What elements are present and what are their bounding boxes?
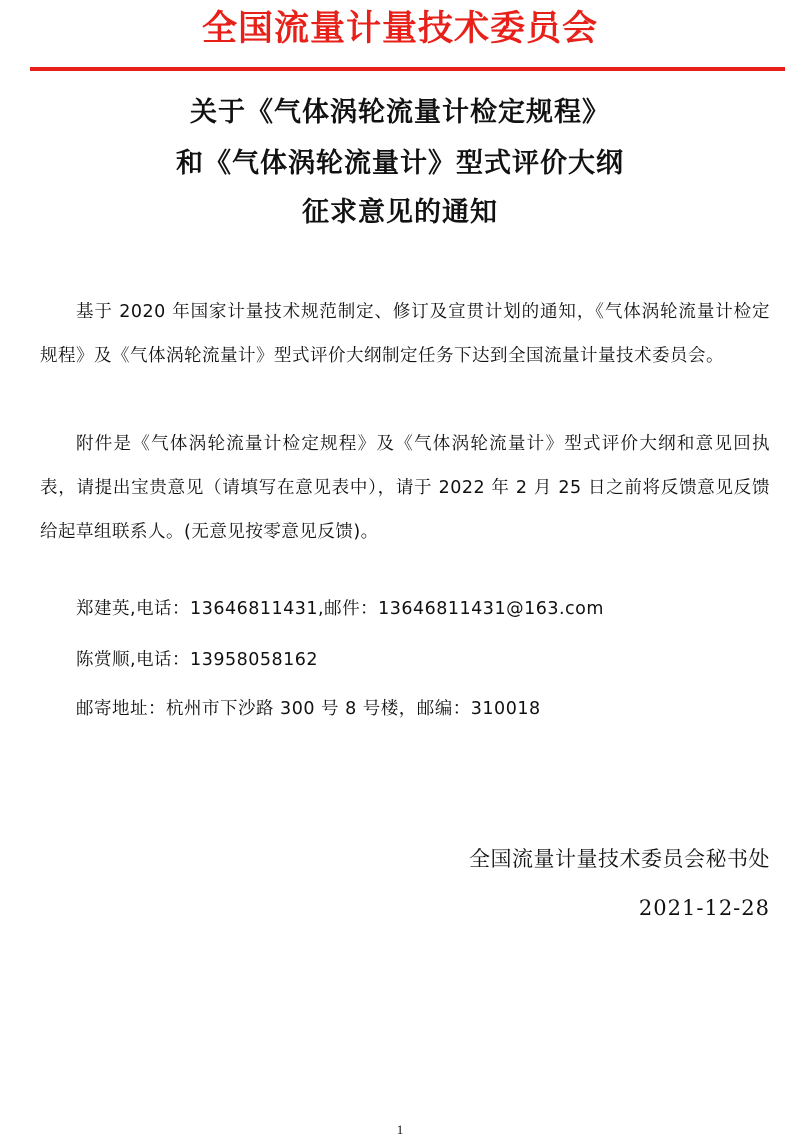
notice-title-line-2: 和《气体涡轮流量计》型式评价大纲	[176, 148, 624, 179]
header-organization-title: 全国流量计量技术委员会	[201, 9, 598, 49]
body-paragraph-1: 基于 2020 年国家计量技术规范制定、修订及宣贯计划的通知，《气体涡轮流量计检定规程》及《气体涡轮流量计》型式评价大纲制定任务下达到全国流量计量技术委员会。	[40, 302, 770, 366]
notice-title-line-3: 征求意见的通知	[302, 197, 498, 228]
header-divider	[30, 67, 785, 71]
mailing-address-line: 邮寄地址：杭州市下沙路 300 号 8 号楼，邮编：310018	[76, 699, 541, 719]
notice-title-line-1: 关于《气体涡轮流量计检定规程》	[190, 97, 610, 128]
signature-date: 2021-12-28	[638, 896, 770, 920]
contact-line-2: 陈赏顺,电话：13958058162	[76, 650, 319, 670]
signature-organization: 全国流量计量技术委员会秘书处	[469, 847, 770, 871]
body-paragraph-2: 附件是《气体涡轮流量计检定规程》及《气体涡轮流量计》型式评价大纲和意见回执表，请提出宝贵意见（请填写在意见表中），请于 2022 年 2 月 25 日之前将反馈意见反馈给起草组联系人。(无意见按零意见反馈)。	[40, 434, 770, 542]
page-number: 1	[396, 1122, 404, 1137]
contact-line-1: 郑建英,电话：13646811431,邮件：13646811431@163.com	[76, 599, 604, 619]
